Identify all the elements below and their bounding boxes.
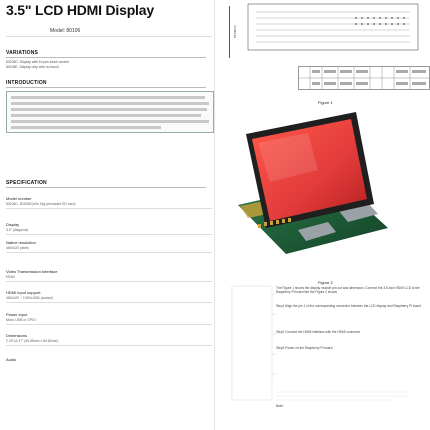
instructions-intro: The Figure 1 shows the display module pin out and dimension. Connect the 3.5-inch HDMI LCD to the Raspberry Pi board like the Figure 2 shows [276, 286, 420, 294]
spec-rule [6, 208, 212, 209]
text-line [11, 102, 209, 105]
spec-display-label: Display [6, 222, 20, 227]
lcd-photo [218, 110, 390, 256]
note-label: Note: [276, 404, 284, 408]
spec-interface-label: Video Transmission Interface [6, 269, 58, 274]
variations-line-1: 80106C: Display with 16 pcs touch screen [6, 60, 70, 64]
spec-resolution-label: Native resolution [6, 240, 36, 245]
model-number: Model: 80106 [50, 28, 81, 34]
dimension-label: 55.88mm [233, 25, 237, 38]
text-line [11, 96, 205, 99]
spec-audio-label: Audio [6, 357, 17, 362]
section-header-introduction: INTRODUCTION [6, 80, 47, 86]
spec-dimensions-label: Dimensions [6, 333, 27, 338]
instruction-step-3: Step3 Power on the Raspberry Pi board [276, 346, 333, 350]
spec-rule [6, 252, 212, 253]
text-line [11, 114, 201, 117]
spec-rule [6, 302, 212, 303]
figure-1-label: Figure 1 [318, 100, 333, 105]
instruction-step-1: Step1 Align the pin 1 of the corresponding connector between the LCD display and Raspberry Pi board [276, 304, 421, 308]
text-line [11, 126, 161, 129]
section-rule [6, 187, 206, 188]
spec-hdmi-input-label: HDMI input support [6, 290, 41, 295]
model-rule [6, 36, 212, 37]
spec-resolution-value: 480x320 pixels [6, 246, 29, 250]
section-rule [6, 87, 206, 88]
spec-rule [6, 234, 212, 235]
page-title: 3.5" LCD HDMI Display [6, 2, 154, 18]
text-line [11, 120, 209, 123]
text-line [11, 108, 207, 111]
instruction-step-2: Step2 Connect the HDMI interface with the HDMI connector [276, 330, 361, 334]
spec-rule [6, 324, 212, 325]
spec-interface-value: HDMI [6, 275, 15, 279]
column-divider [214, 0, 215, 430]
dimension-marker [229, 6, 232, 58]
spec-power-label: Power Input [6, 312, 28, 317]
pinout-drawing [230, 284, 410, 402]
section-header-specification: SPECIFICATION [6, 180, 47, 186]
section-header-variations: VARIATIONS [6, 50, 39, 56]
spec-model-label: Model number [6, 196, 32, 201]
spec-power-value: Micro USB or GPIO [6, 318, 36, 322]
spec-display-value: 3.5" (diagonal) [6, 228, 28, 232]
spec-hdmi-input-value: 480x320 ~ 1920x1080 (scaled) [6, 296, 53, 300]
spec-rule [6, 345, 212, 346]
spec-rule [6, 281, 212, 282]
dimension-drawing [246, 2, 422, 52]
pin-table [298, 66, 430, 90]
spec-dimensions-value: 2.20"x3.37" (55.88mm x 85.60mm) [6, 339, 59, 343]
spec-model-value: 80106C, 80106E(with 16g preloaded SD card) [6, 202, 76, 206]
section-rule [6, 57, 206, 58]
variations-line-2: 80106E: Display only with no touch [6, 65, 59, 69]
figure-2-label: Figure 2 [318, 280, 333, 285]
introduction-box [6, 91, 214, 133]
